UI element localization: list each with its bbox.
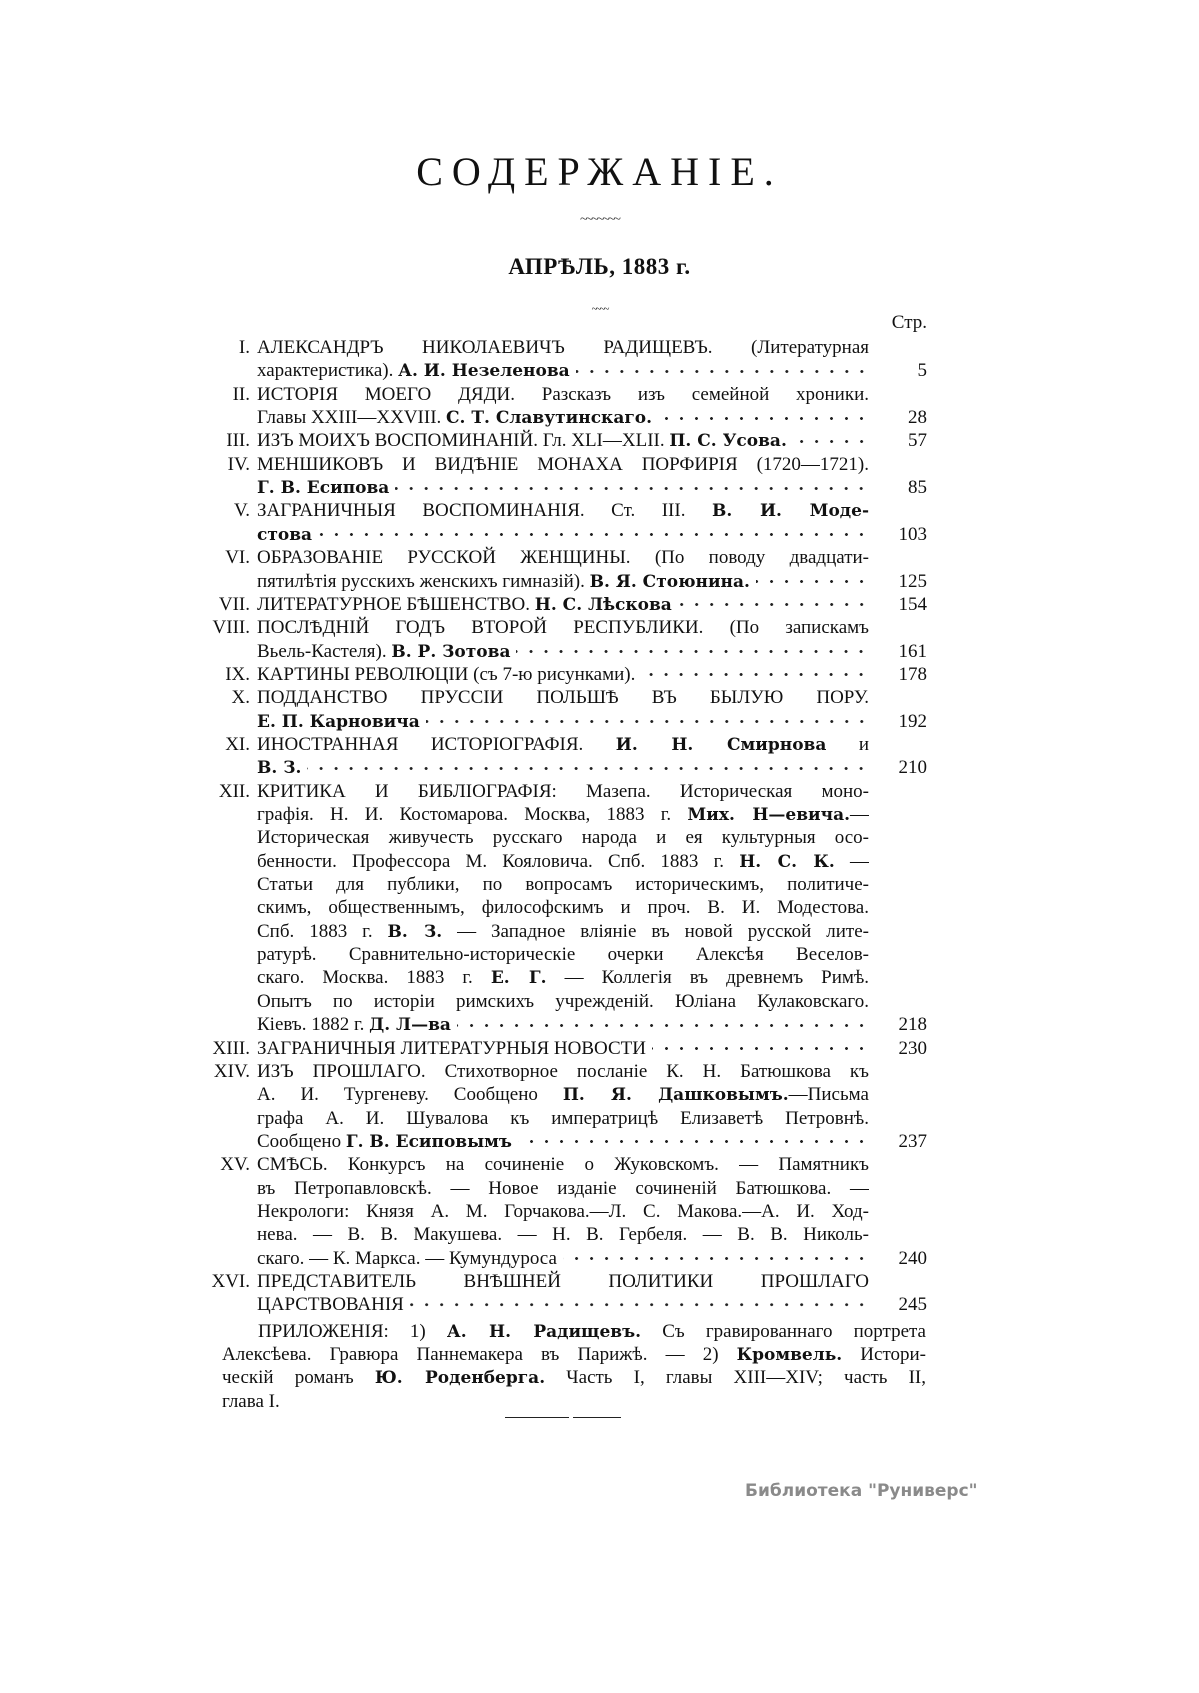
toc-line (0, 406, 1199, 429)
entry-text: графія. Н. И. Костомарова. Москва, 1883 г. (257, 804, 688, 825)
line-text (257, 1293, 404, 1316)
entry-text: Вьель-Кастеля). (257, 640, 392, 662)
entry-line (257, 896, 869, 919)
dot-leader (793, 429, 869, 453)
dot-leader (576, 359, 869, 383)
entry-numeral: XIV. (213, 1060, 250, 1082)
entry-text: А. И. Тургеневу. Сообщено (257, 1084, 563, 1106)
entry-text: ИСТОРІЯ МОЕГО ДЯДИ. Разсказъ изъ семейной хроники. (257, 383, 869, 405)
line-text (257, 803, 869, 827)
entry-line (257, 803, 869, 827)
toc-line (0, 1200, 1199, 1223)
entry-line (257, 1130, 869, 1154)
line-text (257, 966, 869, 990)
entry-line (257, 826, 869, 849)
line-text (257, 546, 869, 569)
toc-line (0, 1153, 1199, 1176)
entry-line (257, 523, 869, 547)
line-text (257, 1083, 869, 1107)
page-number: 245 (898, 1294, 927, 1316)
line-text (257, 616, 869, 639)
entry-line (257, 570, 869, 594)
entry-numeral: XI. (225, 733, 250, 755)
toc-line (0, 780, 1199, 803)
entry-text: Опытъ по исторіи римскихъ учрежденій. Юліана Кулаковскаго. (257, 990, 869, 1012)
author-name: В. Я. Стоюнина. (589, 571, 750, 592)
line-text (257, 1060, 869, 1083)
line-text (257, 1200, 869, 1223)
line-text (257, 593, 672, 617)
entry-text: —Письма (788, 1084, 869, 1106)
entry-text: нева. — В. В. Макушева. — Н. В. Гербеля. — В. В. Николь- (257, 1224, 869, 1246)
author-name: П. С. Усова. (669, 431, 787, 452)
author-name: А. И. Незеленова (398, 361, 570, 382)
entry-line (257, 1037, 869, 1060)
toc-line (0, 429, 1199, 452)
entry-line (257, 546, 869, 569)
toc-line (0, 1037, 1199, 1060)
entry-text: ЛИТЕРАТУРНОЕ БѢШЕНСТВО. (257, 593, 535, 615)
entry-line (257, 686, 869, 709)
line-text (257, 990, 869, 1013)
entry-text: скимъ, общественнымъ, философскимъ и проч. В. И. Модестова. (257, 897, 869, 919)
entry-text: ПОДДАНСТВО ПРУССІИ ПОЛЬШѢ ВЪ БЫЛУЮ ПОРУ. (257, 687, 869, 709)
line-text (257, 1013, 451, 1037)
line-text (257, 1130, 512, 1154)
entry-text: ЗАГРАНИЧНЫЯ ВОСПОМИНАНІЯ. Ст. III. (257, 500, 712, 522)
page-number: 5 (917, 360, 927, 382)
dot-leader (410, 1293, 869, 1316)
line-text (257, 499, 869, 523)
entry-text: ЗАГРАНИЧНЫЯ ЛИТЕРАТУРНЫЯ НОВОСТИ (257, 1037, 646, 1059)
toc-line (0, 873, 1199, 896)
author-name: Е. Г. (490, 968, 547, 989)
entry-text: Историческая живучесть русскаго народа и ея культурныя осо- (257, 827, 869, 849)
line-text (257, 780, 869, 803)
entry-text: ИЗЪ МОИХЪ ВОСПОМИНАНІЙ. Гл. XLI—XLII. (257, 430, 670, 452)
author-name: Мих. Н—евича. (687, 805, 850, 825)
line-text (257, 1247, 557, 1270)
entry-text: Сообщено (257, 1130, 346, 1152)
entry-text: глава I. (222, 1390, 280, 1412)
toc-line (0, 616, 1199, 639)
toc-line (0, 1270, 1199, 1293)
entry-text: и (826, 733, 869, 755)
entry-numeral: IV. (227, 453, 250, 475)
toc-line (0, 826, 1199, 849)
entry-numeral: IX. (225, 663, 250, 685)
ornament-divider-small: ~~~~ (591, 303, 608, 315)
line-text (222, 1366, 926, 1390)
entry-text: Истори- (842, 1344, 926, 1366)
entry-line (257, 476, 869, 500)
entry-line (257, 943, 869, 966)
entry-numeral: VII. (218, 593, 250, 615)
entry-line (257, 663, 869, 686)
entry-text: Главы XXIII—XXVIII. (257, 407, 447, 429)
author-name: Г. В. Есипова (257, 478, 390, 499)
entry-line (257, 780, 869, 803)
page-number: 103 (898, 523, 927, 545)
line-text (257, 850, 869, 874)
entry-line (257, 850, 869, 874)
page-number: 178 (898, 663, 927, 685)
entry-text: — Коллегія въ древнемъ Римѣ. (546, 967, 869, 989)
entry-text: — Западное вліяніе въ новой русской лите- (442, 920, 869, 942)
entry-text: скаго. Москва. 1883 г. (257, 967, 491, 989)
page-number: 125 (898, 570, 927, 592)
entry-text: пятилѣтія русскихъ женскихъ гимназій). (257, 570, 590, 592)
toc-line (0, 896, 1199, 919)
line-text (257, 406, 652, 430)
toc-line (0, 1247, 1199, 1270)
end-rule (505, 1417, 569, 1418)
entry-text: бенности. Профессора М. Кояловича. Спб. 1883 г. (257, 850, 740, 872)
entry-line (257, 1107, 869, 1130)
toc-line (0, 733, 1199, 756)
author-name: Е. П. Карновича (257, 711, 420, 732)
dot-leader (426, 710, 869, 734)
line-text (258, 1320, 926, 1344)
line-text (257, 570, 750, 594)
entry-line (257, 1153, 869, 1176)
line-text (257, 1037, 646, 1060)
entry-line (257, 1200, 869, 1223)
toc-line (0, 710, 1199, 733)
toc-line (0, 499, 1199, 522)
toc-line (0, 593, 1199, 616)
author-name: В. З. (257, 758, 302, 779)
page-column-label: Стр. (891, 312, 927, 333)
entry-text: Алексѣева. Гравюра Паннемакера въ Парижѣ. — 2) (222, 1344, 737, 1366)
entry-numeral: VIII. (212, 617, 250, 639)
entry-line (257, 499, 869, 523)
toc-line (0, 570, 1199, 593)
toc-line (0, 803, 1199, 826)
appendix-line (0, 1366, 1199, 1389)
entry-line (257, 733, 869, 757)
toc-line (0, 1130, 1199, 1153)
page-number: 230 (898, 1037, 927, 1059)
entry-line (222, 1390, 926, 1413)
entry-text: АЛЕКСАНДРЪ НИКОЛАЕВИЧЪ РАДИЩЕВЪ. (Литературная (257, 337, 869, 358)
author-name: А. Н. Радищевъ. (446, 1321, 642, 1342)
entry-numeral: X. (231, 687, 250, 709)
author-name: Н. С. Лѣскова (534, 594, 672, 615)
toc-line (0, 1013, 1199, 1036)
entry-line (257, 359, 869, 383)
entry-line (257, 1083, 869, 1107)
entry-text: ИНОСТРАННАЯ ИСТОРІОГРАФІЯ. (257, 733, 616, 755)
toc-line (0, 476, 1199, 499)
entry-line (257, 990, 869, 1013)
toc-line (0, 359, 1199, 382)
line-text (257, 453, 869, 476)
entry-line (257, 1060, 869, 1083)
appendix-line (0, 1320, 1199, 1343)
entry-line (257, 406, 869, 430)
entry-line (257, 616, 869, 639)
toc-line (0, 756, 1199, 779)
dot-leader (756, 570, 869, 594)
page-number: 161 (898, 640, 927, 662)
entry-text: Статьи для публики, по вопросамъ историческимъ, политиче- (257, 874, 869, 896)
toc-line (0, 383, 1199, 406)
entry-numeral: III. (226, 430, 250, 452)
dot-leader (307, 756, 869, 780)
entry-text: Кіевъ. 1882 г. (257, 1014, 370, 1036)
entry-text: — (834, 850, 869, 872)
author-name: П. Я. Дашковымъ. (562, 1085, 789, 1106)
author-name: Г. В. Есиповымъ (345, 1131, 512, 1152)
entry-numeral: XII. (218, 780, 250, 802)
line-text (257, 640, 510, 664)
line-text (257, 826, 869, 849)
line-text (257, 359, 570, 383)
line-text (257, 383, 869, 406)
line-text (222, 1390, 280, 1413)
line-text (257, 896, 869, 919)
dot-leader (457, 1013, 869, 1037)
entry-text: МЕНШИКОВЪ И ВИДѢНІЕ МОНАХА ПОРФИРІЯ (1720—1721). (257, 453, 869, 475)
entry-line (257, 710, 869, 734)
entry-line (257, 640, 869, 664)
page-number: 237 (898, 1130, 927, 1152)
page-number: 28 (908, 407, 927, 429)
page-number: 57 (908, 430, 927, 452)
appendix-line (0, 1343, 1199, 1366)
appendix-line (0, 1390, 1199, 1413)
dot-leader (678, 593, 869, 617)
entry-text: Съ гравированнаго портрета (641, 1320, 926, 1342)
page-number: 218 (898, 1014, 927, 1036)
toc-line (0, 990, 1199, 1013)
entry-text: — (850, 804, 869, 825)
line-text (257, 733, 869, 757)
entry-text: ческій романъ (222, 1367, 375, 1389)
entry-line (257, 429, 869, 453)
toc-line (0, 546, 1199, 569)
entry-numeral: XV. (220, 1154, 250, 1176)
author-name: Ю. Роденберга. (374, 1368, 546, 1389)
toc-line (0, 1223, 1199, 1246)
entry-line (222, 1366, 926, 1390)
author-name: И. Н. Смирнова (615, 734, 827, 755)
author-name: Н. С. К. (739, 851, 835, 872)
entry-line (257, 336, 869, 359)
toc-line (0, 1293, 1199, 1316)
author-name: Д. Л—ва (369, 1015, 451, 1036)
entry-numeral: I. (238, 337, 250, 358)
page-number: 192 (898, 710, 927, 732)
line-text (257, 476, 389, 500)
author-name: С. Т. Славутинскаго. (446, 408, 653, 429)
line-text (257, 756, 301, 780)
entry-numeral: XIII. (212, 1037, 250, 1059)
entry-line (257, 1270, 869, 1293)
toc-line (0, 966, 1199, 989)
entry-text: ПРИЛОЖЕНІЯ: 1) (258, 1320, 447, 1342)
entry-text: Спб. 1883 г. (257, 920, 388, 942)
entry-text: графа А. И. Шувалова къ императрицѣ Елизаветѣ Петровнѣ. (257, 1107, 869, 1129)
entry-line (257, 1177, 869, 1200)
line-text (257, 429, 787, 453)
line-text (257, 1153, 869, 1176)
line-text (257, 1270, 869, 1293)
dot-leader (516, 640, 869, 664)
entry-line (257, 593, 869, 617)
toc-line (0, 663, 1199, 686)
page-number: 85 (908, 477, 927, 499)
entry-numeral: II. (232, 383, 250, 405)
entry-line (257, 1293, 869, 1316)
page-number: 210 (898, 757, 927, 779)
entry-text: въ Петропавловскѣ. — Новое изданіе сочиненій Батюшкова. — (257, 1177, 869, 1199)
toc-line (0, 850, 1199, 873)
toc-line (0, 920, 1199, 943)
toc-line (0, 453, 1199, 476)
end-rule (573, 1417, 621, 1418)
entry-text: КАРТИНЫ РЕВОЛЮЦІИ (съ 7-ю рисунками). (257, 663, 636, 685)
page-title: СОДЕРЖАНІЕ. (416, 149, 783, 194)
author-name: В. Р. Зотова (391, 641, 511, 662)
entry-text: Часть I, главы XIII—XIV; часть II, (545, 1367, 926, 1389)
dot-leader (658, 406, 869, 430)
entry-text: КРИТИКА И БИБЛІОГРАФІЯ: Мазепа. Историческая моно- (257, 780, 869, 802)
entry-text: Некрологи: Князя А. М. Горчакова.—Л. С. Макова.—А. И. Ход- (257, 1200, 869, 1222)
line-text (257, 920, 869, 944)
line-text (257, 336, 869, 359)
toc-line (0, 523, 1199, 546)
line-text (257, 710, 420, 734)
line-text (257, 686, 869, 709)
toc-line (0, 1107, 1199, 1130)
toc-line (0, 943, 1199, 966)
library-watermark: Библиотека "Руниверс" (745, 1481, 978, 1501)
entry-numeral: V. (233, 500, 250, 522)
line-text (257, 523, 312, 547)
entry-line (257, 1223, 869, 1246)
entry-numeral: XVI. (211, 1271, 250, 1292)
toc-line (0, 640, 1199, 663)
dot-leader (652, 1037, 869, 1060)
toc-line (0, 1177, 1199, 1200)
entry-text: ЦАРСТВОВАНІЯ (257, 1294, 404, 1316)
entry-line (257, 920, 869, 944)
entry-text: скаго. — К. Маркса. — Кумундуроса (257, 1247, 557, 1269)
line-text (222, 1343, 926, 1367)
line-text (257, 663, 635, 686)
entry-text: ПОСЛѢДНІЙ ГОДЪ ВТОРОЙ РЕСПУБЛИКИ. (По запискамъ (257, 617, 869, 639)
entry-text: ПРЕДСТАВИТЕЛЬ ВНѢШНЕЙ ПОЛИТИКИ ПРОШЛАГО (257, 1271, 869, 1292)
author-name: В. З. (387, 921, 443, 942)
page-number: 154 (898, 593, 927, 615)
dot-leader (563, 1247, 869, 1270)
author-name: стова (257, 524, 313, 545)
line-text (257, 873, 869, 896)
entry-line (257, 966, 869, 990)
line-text (257, 1107, 869, 1130)
entry-line (257, 1247, 869, 1270)
dot-leader (641, 663, 869, 686)
dot-leader (518, 1130, 869, 1154)
dot-leader (395, 476, 869, 500)
entry-text: ОБРАЗОВАНІЕ РУССКОЙ ЖЕНЩИНЫ. (По поводу двадцати- (257, 547, 869, 569)
dot-leader (318, 523, 869, 547)
author-name: В. И. Моде- (711, 501, 869, 522)
entry-line (258, 1320, 926, 1344)
toc-line (0, 1083, 1199, 1106)
page-number: 240 (898, 1247, 927, 1269)
entry-text: характеристика). (257, 360, 399, 382)
entry-text: СМѢСЬ. Конкурсъ на сочиненіе о Жуковскомъ. — Памятникъ (257, 1154, 869, 1176)
toc-line (0, 686, 1199, 709)
entry-line (257, 873, 869, 896)
entry-line (257, 756, 869, 780)
entry-line (257, 383, 869, 406)
entry-line (222, 1343, 926, 1367)
toc-line (0, 1060, 1199, 1083)
issue-month: АПРѢЛЬ, 1883 г. (508, 254, 691, 279)
entry-line (257, 453, 869, 476)
line-text (257, 1177, 869, 1200)
entry-text: ИЗЪ ПРОШЛАГО. Стихотворное посланіе К. Н. Батюшкова къ (257, 1060, 869, 1082)
author-name: Кромвель. (736, 1345, 843, 1366)
entry-numeral: VI. (225, 547, 250, 569)
line-text (257, 1223, 869, 1246)
line-text (257, 943, 869, 966)
ornament-divider: ~~~~~~~ (579, 212, 620, 227)
entry-line (257, 1013, 869, 1037)
toc-line (0, 336, 1199, 359)
entry-text: ратурѣ. Сравнительно-историческіе очерки Алексѣя Веселов- (257, 944, 869, 966)
